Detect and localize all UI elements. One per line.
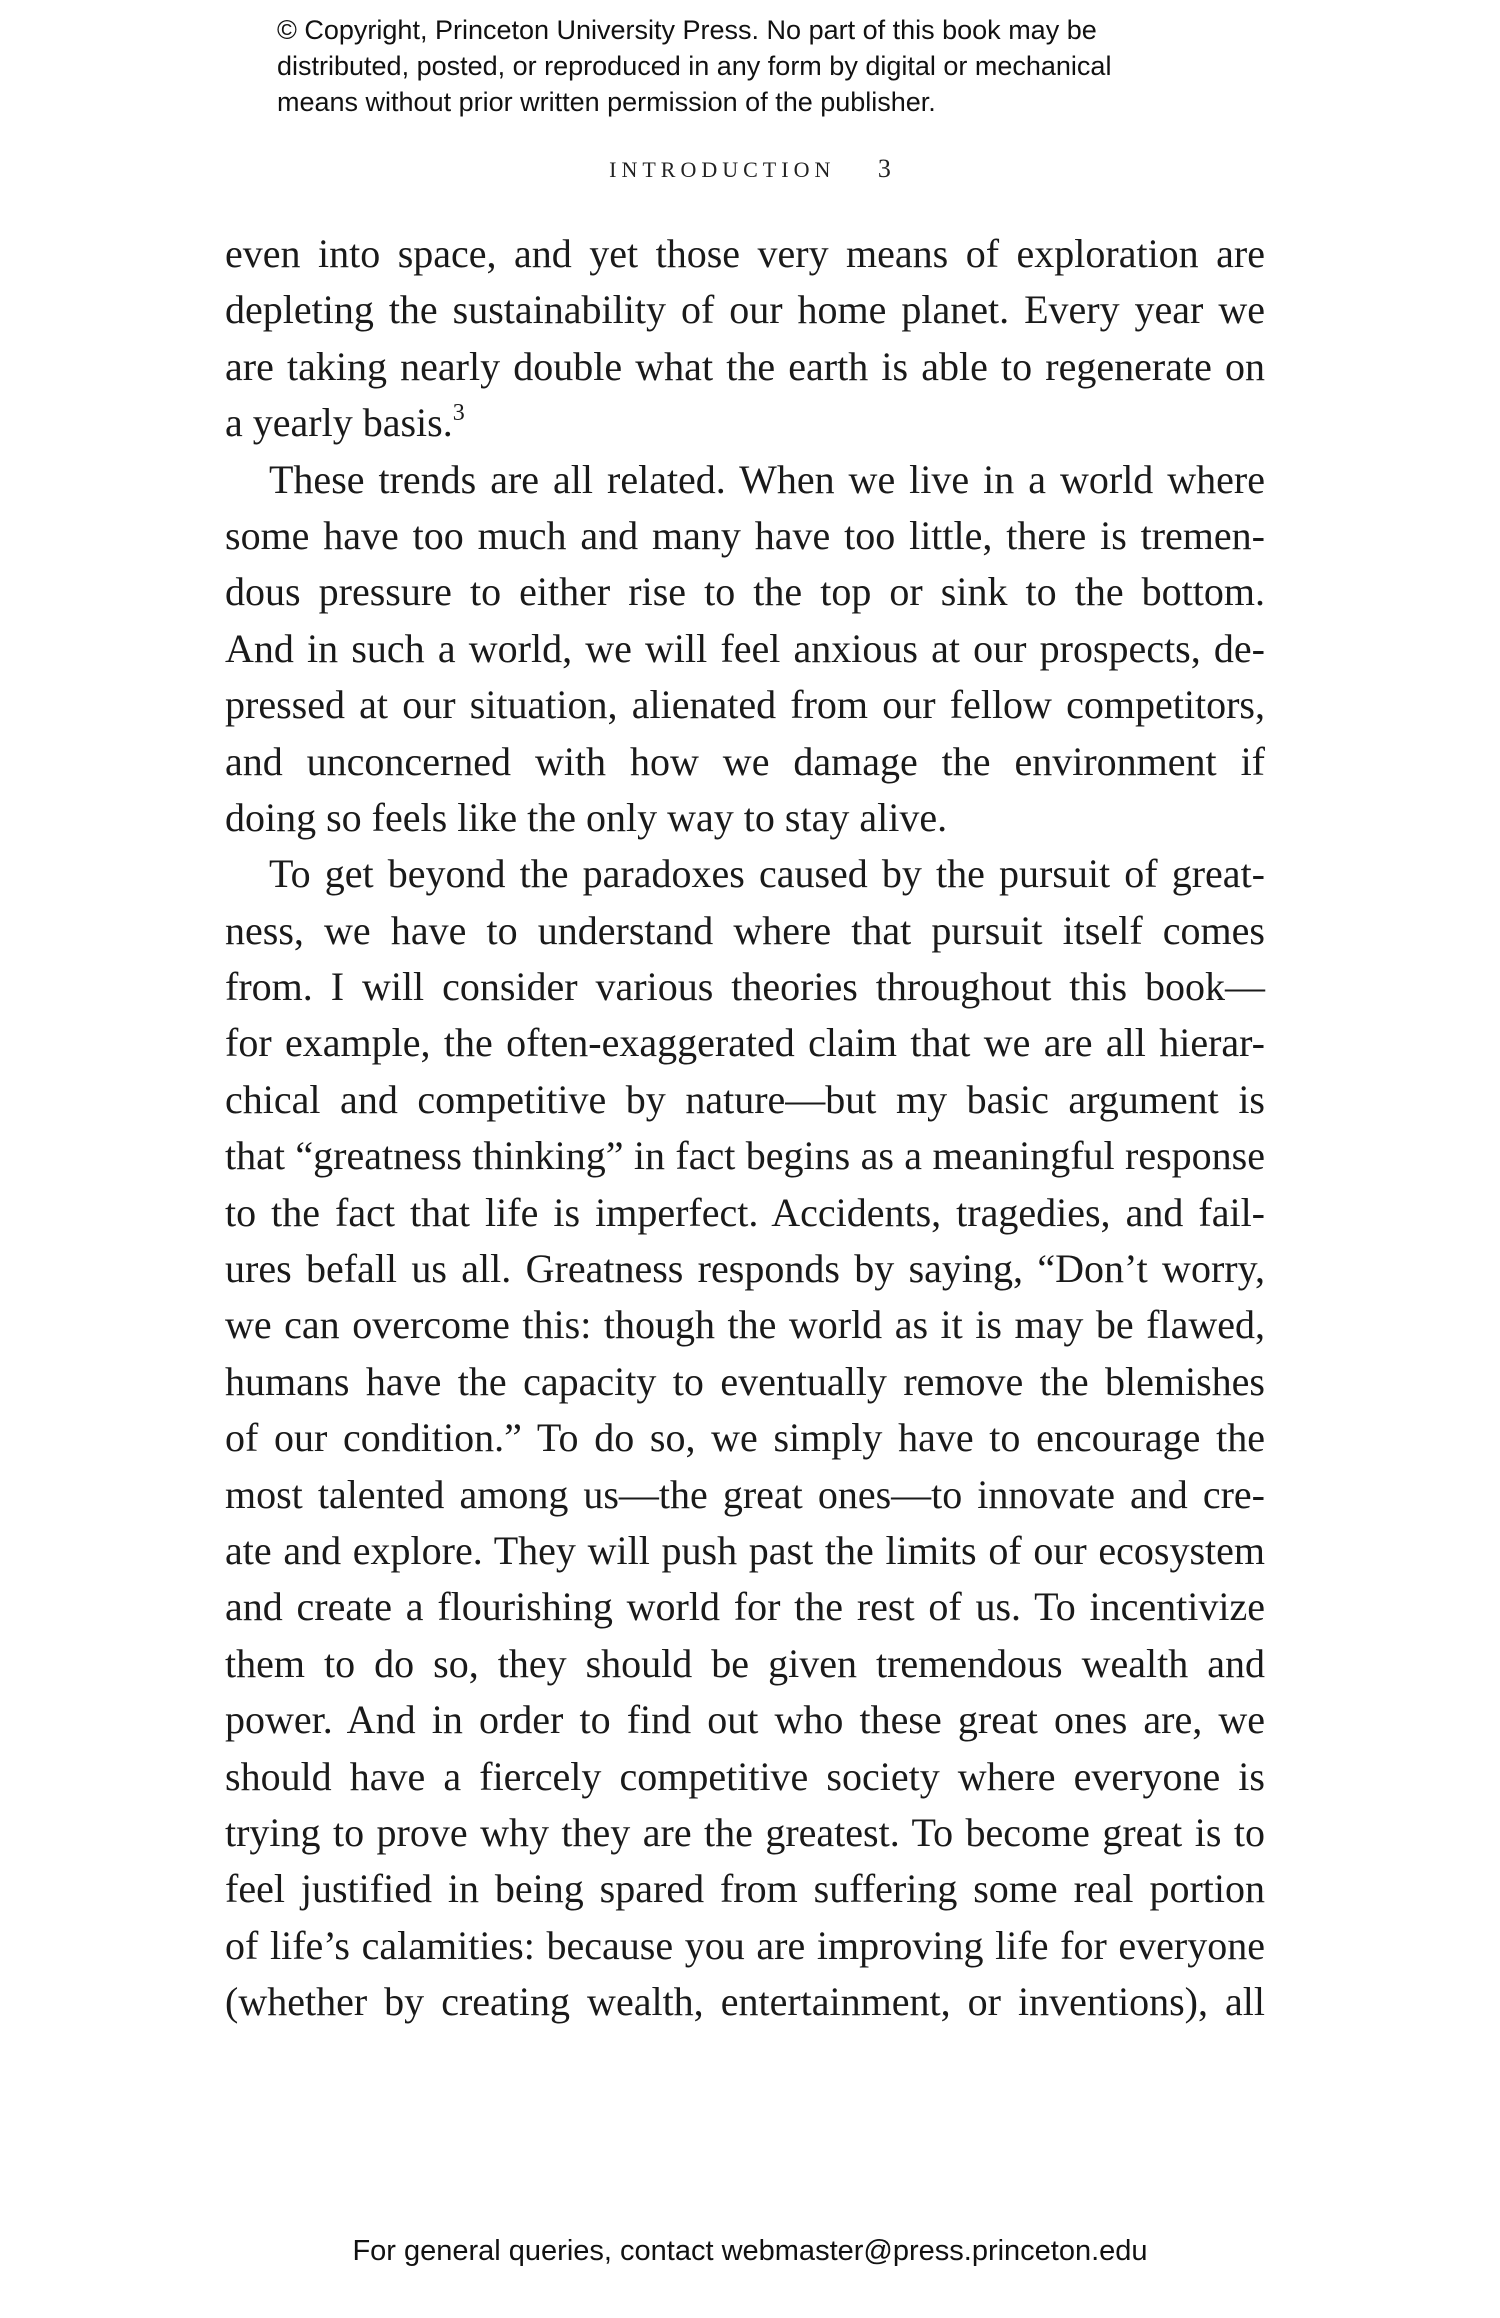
- text-line: a yearly basis.: [225, 400, 453, 446]
- footer-contact: For general queries, contact webmaster@press.princeton.edu: [352, 2235, 1148, 2267]
- running-head-title: INTRODUCTION: [609, 157, 836, 182]
- text-line: depleting the sustainability of our home planet. Every year we: [225, 287, 1265, 333]
- page-number: 3: [877, 154, 891, 183]
- text-line: to the fact that life is imperfect. Accidents, tragedies, and fail-: [225, 1189, 1265, 1235]
- text-line: that “greatness thinking” in fact begins as a meaningful response: [225, 1133, 1265, 1179]
- copyright-line: means without prior written permission of the publisher.: [277, 87, 936, 117]
- text-line: dous pressure to either rise to the top or sink to the bottom.: [225, 569, 1265, 615]
- text-line: doing so feels like the only way to stay alive.: [225, 794, 948, 840]
- text-line: humans have the capacity to eventually remove the blemishes: [225, 1358, 1265, 1404]
- text-line: most talented among us—the great ones—to innovate and cre-: [225, 1471, 1265, 1517]
- text-line: for example, the often-exaggerated claim that we are all hierar-: [225, 1020, 1265, 1066]
- text-line: ures befall us all. Greatness responds by saying, “Don’t worry,: [225, 1246, 1265, 1292]
- text-line: (whether by creating wealth, entertainment, or inventions), all: [225, 1979, 1265, 2025]
- text-line: ate and explore. They will push past the limits of our ecosystem: [225, 1527, 1265, 1573]
- text-line: ness, we have to understand where that pursuit itself comes: [225, 907, 1265, 953]
- text-line: These trends are all related. When we live in a world where: [269, 456, 1265, 502]
- text-line: even into space, and yet those very means of exploration are: [225, 231, 1265, 276]
- text-line: And in such a world, we will feel anxious at our prospects, de-: [225, 625, 1265, 671]
- text-line: of our condition.” To do so, we simply have to encourage the: [225, 1415, 1265, 1461]
- text-line: and create a flourishing world for the rest of us. To incentivize: [225, 1584, 1265, 1630]
- copyright-line: distributed, posted, or reproduced in any form by digital or mechanical: [277, 51, 1112, 81]
- text-line: we can overcome this: though the world as it is may be flawed,: [225, 1302, 1265, 1348]
- text-line: them to do so, they should be given tremendous wealth and: [225, 1640, 1265, 1686]
- text-line: To get beyond the paradoxes caused by the pursuit of great-: [269, 851, 1265, 897]
- text-line: some have too much and many have too little, there is tremen-: [225, 512, 1265, 558]
- text-line: from. I will consider various theories throughout this book—: [225, 964, 1265, 1010]
- text-line: feel justified in being spared from suffering some real portion: [225, 1866, 1265, 1912]
- copyright-line: © Copyright, Princeton University Press. No part of this book may be: [277, 15, 1097, 45]
- body-text: [225, 226, 1265, 2031]
- text-line: of life’s calamities: because you are improving life for everyone: [225, 1922, 1265, 1968]
- text-line: should have a fiercely competitive society where everyone is: [225, 1753, 1265, 1799]
- text-line: pressed at our situation, alienated from our fellow competitors,: [225, 682, 1265, 728]
- text-line-with-footnote: [225, 395, 1265, 451]
- text-line: chical and competitive by nature—but my basic argument is: [225, 1076, 1265, 1122]
- running-head: [0, 154, 1500, 184]
- text-line: and unconcerned with how we damage the environment if: [225, 738, 1265, 784]
- text-line: trying to prove why they are the greatest. To become great is to: [225, 1809, 1265, 1855]
- footnote-marker[interactable]: 3: [452, 399, 465, 426]
- text-line: power. And in order to find out who these great ones are, we: [225, 1697, 1265, 1743]
- text-line: are taking nearly double what the earth is able to regenerate on: [225, 343, 1265, 389]
- copyright-notice: [277, 12, 1277, 120]
